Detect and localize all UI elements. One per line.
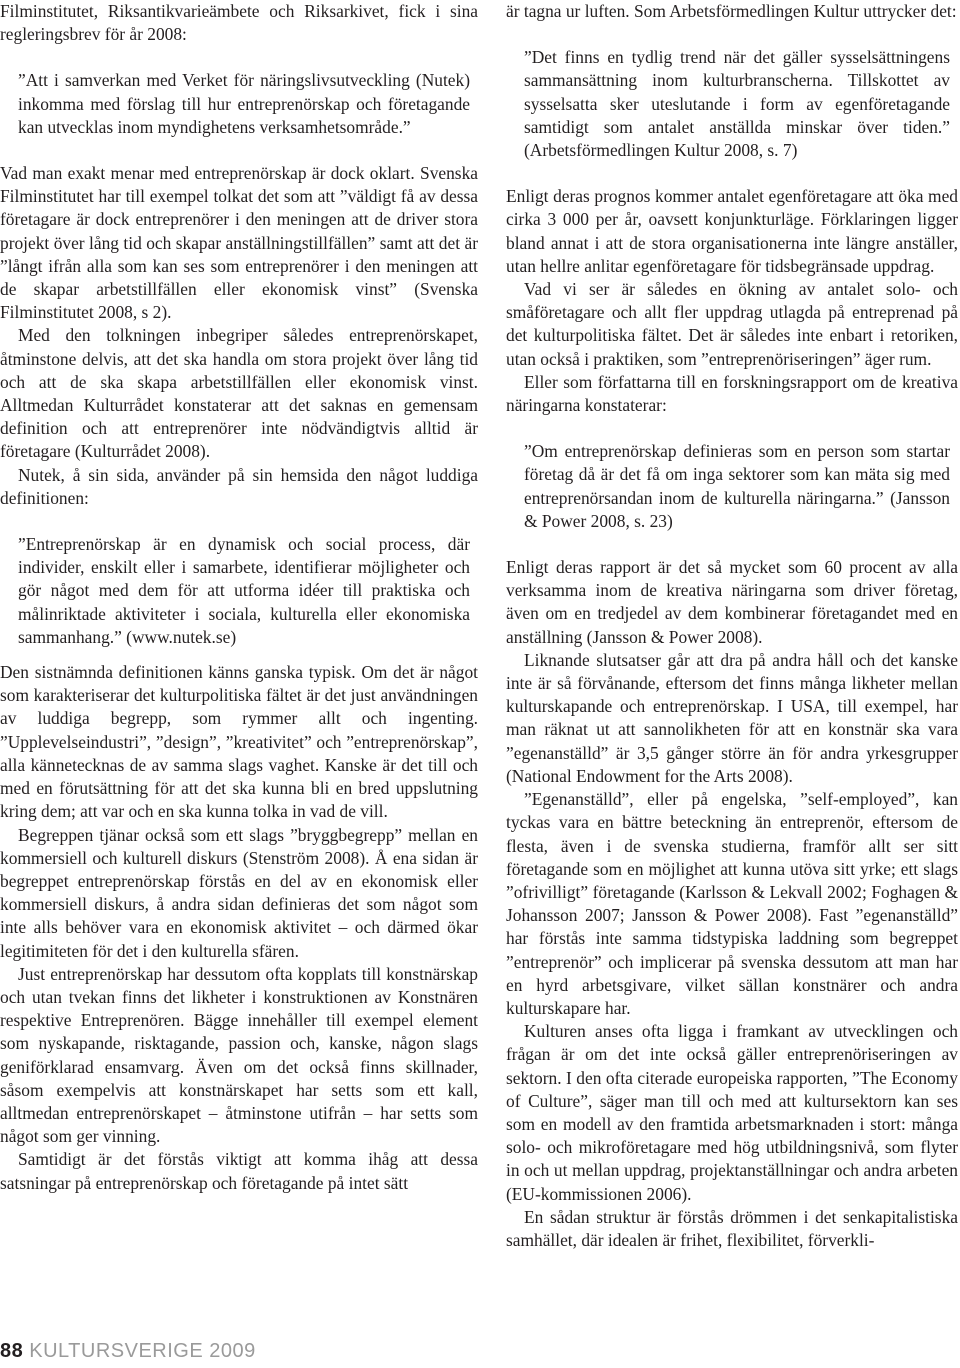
paragraph: Filminstitutet, Riksantikvarieämbete och Riksarkivet, fick i sina regleringsbrev för år 2008: [0, 1, 478, 45]
paragraph: Vad vi ser är således en ökning av antalet solo- och småföretagare och allt fler uppdrag utlagda på entreprenad på det kulturpolitiska fältet. Det är således inte enbart i retoriken, utan också i praktiken, som ”entreprenöriseringen” äger rum. [506, 279, 958, 369]
magazine-title: KULTURSVERIGE 2009 [29, 1340, 256, 1362]
paragraph: Begreppen tjänar också som ett slags ”bryggbegrepp” mellan en kommersiell och kulturell diskurs (Stenström 2008). Å ena sidan är begreppet entreprenörskap förstås en del av en ekonomisk eller kommersiell diskurs, å andra sidan definieras det som något som inte alls behöver vara en ekonomisk aktivitet – och därmed ökar legitimiteten för det i den kulturella sfären. [0, 824, 478, 961]
left-column [0, 0, 478, 1195]
paragraph: ”Egenanställd”, eller på engelska, ”self-employed”, kan tyckas vara en bättre beteckning än entreprenör, eftersom de flesta, även i de svenska studierna, framför allt ser sitt företagande som en möjlighet att kunna utöva sitt yrke; ett slags ”ofrivilligt” företagande (Karlsson & Lekvall 2002; Foghagen & Johansson 2007; Jansson & Power 2008). Fast ”egenanställd” har förstås inte samma tidstypiska laddning som begreppet ”entreprenör” och implicerar på svenska dessutom att man har en hyrd arbetsgivare, vilket sällan konstnärer och andra kulturskapare har. [506, 789, 958, 1018]
block-quote: ”Att i samverkan med Verket för näringslivsutveckling (Nutek) inkomma med förslag till hur entreprenörskap och företagande kan utvecklas inom myndighetens verksamhetsområde.” [18, 70, 470, 137]
paragraph: Nutek, å sin sida, använder på sin hemsida den något luddiga definitionen: [0, 464, 478, 508]
paragraph: Samtidigt är det förstås viktigt att komma ihåg att dessa satsningar på entreprenörskap och företagande på intet sätt [0, 1149, 478, 1193]
page-number: 88 [0, 1340, 24, 1362]
right-column [506, 0, 958, 1252]
paragraph: är tagna ur luften. Som Arbetsförmedlingen Kultur uttrycker det: [506, 1, 957, 21]
paragraph: Enligt deras prognos kommer antalet egenföretagare att öka med cirka 3 000 per år, oavsett konjunkturläge. Förklaringen ligger bland annat i att de stora organisationerna inte längre anställer, utan hellre anlitar egenföretagare för tidsbegränsade uppdrag. [506, 186, 958, 276]
block-quote: ”Om entreprenörskap definieras som en person som startar företag då är det få om inga sektorer som kan mäta sig med entreprenörsandan inom de kulturella näringarna.” (Jansson & Power 2008, s. 23) [524, 441, 950, 531]
paragraph: Liknande slutsatser går att dra på andra håll och det kanske inte är så förvånande, eftersom det finns många likheter mellan kulturskapande och entreprenörskap. I USA, till exempel, har man räknat ut att sannolikheten för att en konstnär ska vara ”egenanställd” är 3,5 gånger större än för andra yrkesgrupper (National Endowment for the Arts 2008). [506, 649, 958, 786]
paragraph: En sådan struktur är förstås drömmen i det senkapitalistiska samhället, där idealen är frihet, flexibilitet, förverkli- [506, 1206, 958, 1250]
paragraph: Eller som författarna till en forskningsrapport om de kreativa näringarna konstaterar: [506, 371, 958, 416]
paragraph: Just entreprenörskap har dessutom ofta kopplats till konstnärskap och utan tvekan finns det likheter i konstruktionen av Konstnären respektive Entreprenören. Bägge innehåller till exempel element som nyskapande, risktagande, passion och, kanske, någon slags geniförklarad ensamvarg. Även om det också finns skillnader, såsom exempelvis att konstnärskapet har setts som ett kall, alltmedan entreprenörskapet – åtminstone utifrån – har setts som något som ger vinning. [0, 963, 478, 1147]
paragraph: Den sistnämnda definitionen känns ganska typisk. Om det är något som karakteriserar det kulturpolitiska fältet är det just användningen av luddiga begrepp, som rymmer allt och ingenting. ”Upplevelseindustri”, ”design”, ”kreativitet” och ”entreprenörskap”, alla kännetecknas de av samma slags vaghet. Kanske är det till och med en förutsättning för att det ska kunna bli en bred uppslutning kring dem; att var och en ska kunna tolka in vad de vill. [0, 662, 478, 822]
paragraph: Med den tolkningen inbegriper således entreprenörskapet, åtminstone delvis, att det ska handla om stora projekt över lång tid och att de ska skapa arbetstillfällen eller ekonomisk vinst. Alltmedan Kulturrådet konstaterar att det saknas en gemensam definition och att entreprenörer inte nödvändigtvis alltid är företagare (Kulturrådet 2008). [0, 325, 478, 462]
block-quote: ”Det finns en tydlig trend när det gäller sysselsättningens sammansättning inom kulturbranscherna. Tillskottet av sysselsatta sker uteslutande i form av egenföretagande samtidigt som antalet anställda minskar över tiden.” (Arbetsförmedlingen Kultur 2008, s. 7) [524, 47, 950, 161]
paragraph: Enligt deras rapport är det så mycket som 60 procent av alla verksamma inom de kreativa näringarna som driver företag, även om en tredjedel av dem kombinerar företagandet med en anställning (Jansson & Power 2008). [506, 557, 958, 647]
paragraph: Kulturen anses ofta ligga i framkant av utvecklingen och frågan är om det inte också gäller entreprenöriseringen av sektorn. I den ofta citerade europeiska rapporten, ”The Economy of Culture”, säger man till och med att kultursektorn kan ses som en modell av den framtida arbetsmarknaden i stort: många solo- och mikroföretagare med hög utbildningsnivå, som flyter in och ut mellan uppdrag, projektanställningar och andra arbeten (EU-kommissionen 2006). [506, 1021, 958, 1204]
page-footer [0, 1340, 256, 1363]
paragraph: Vad man exakt menar med entreprenörskap är dock oklart. Svenska Filminstitutet har till exempel tolkat det som att ”väldigt få av dessa företagare är dock entreprenörer i den meningen att de driver stora projekt över lång tid och skapar anställningstillfällen” samt att det är ”långt ifrån alla som kan ses som entreprenörer i den meningen att de skapar arbetstillfällen eller ekonomisk vinst” (Svenska Filminstitutet 2008, s 2). [0, 163, 478, 323]
block-quote: ”Entreprenörskap är en dynamisk och social process, där individer, enskilt eller i samarbete, identifierar möjligheter och gör något med dem för att utforma idéer till praktiska och målinriktade aktiviteter i sociala, kulturella eller ekonomiska sammanhang.” (www.nutek.se) [18, 534, 470, 647]
